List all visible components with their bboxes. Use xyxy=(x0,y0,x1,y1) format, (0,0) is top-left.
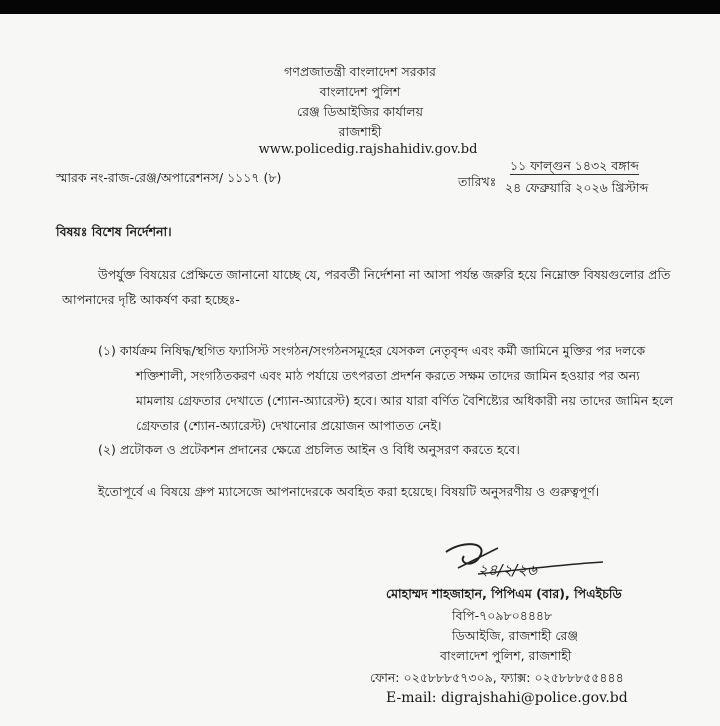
date-bangla: ১১ ফাল্গুন ১৪৩২ বঙ্গাব্দ xyxy=(510,158,639,173)
govt-title: গণপ্রজাতন্ত্রী বাংলাদেশ সরকার xyxy=(284,64,436,79)
signatory-name: মোহাম্মদ শাহজাহান, পিপিএম (বার), পিএইচডি xyxy=(386,586,622,601)
intro-line: উপর্যুক্ত বিষয়ের প্রেক্ষিতে জানানো যাচ্ছে যে, পরবর্তী নির্দেশনা না আসা পর্যন্ত জরুরি হয়ে নিম্নোক্ত বিষয়গুলোর প্রতি xyxy=(98,267,671,282)
signatory-designation: ডিআইজি, রাজশাহী রেঞ্জ xyxy=(452,628,579,643)
date-label: তারিখঃ xyxy=(458,174,497,189)
memo-reference: স্মারক নং-রাজ-রেঞ্জ/অপারেশনস/ ১১১৭ (৮) xyxy=(56,170,282,185)
closing-note: ইতোপূর্বে এ বিষয়ে গ্রুপ ম্যাসেজে আপনাদেরকে অবহিত করা হয়েছে। বিষয়টি অনুসরণীয় ও গুরুত্বপূর্ণ। xyxy=(98,484,600,499)
point-1-line: শক্তিশালী, সংগঠিতকরণ এবং মাঠ পর্যায়ে তৎপরতা প্রদর্শন করতে সক্ষম তাদের জামিন হওয়ার পর অন্য xyxy=(136,368,640,383)
contact-email: E-mail: digrajshahi@police.gov.bd xyxy=(386,690,628,706)
point-2: (২) প্রটোকল ও প্রটেকশন প্রদানের ক্ষেত্রে প্রচলিত আইন ও বিধি অনুসরণ করতে হবে। xyxy=(98,442,520,457)
letter-page xyxy=(0,14,720,726)
screenshot-top-bar xyxy=(0,0,720,14)
point-1 xyxy=(98,338,673,438)
contact-phone: ফোন: ০২৫৮৮৮৫৭৩০৯, ফ্যাক্স: ০২৫৮৮৮৫৫৪৪৪ xyxy=(370,670,624,685)
city-title: রাজশাহী xyxy=(338,124,382,139)
date-gregorian: ২৪ ফেব্রুয়ারি ২০২৬ খ্রিস্টাব্দ xyxy=(505,180,649,195)
point-1-line: গ্রেফতার (শ্যোন-অ্যারেস্ট) দেখানোর প্রয়োজন আপাতত নেই। xyxy=(136,418,442,433)
police-title: বাংলাদেশ পুলিশ xyxy=(319,84,401,99)
point-1-line: (১) কার্যক্রম নিষিদ্ধ/স্থগিত ফ্যাসিস্ট সংগঠন/সংগঠনসমূহের যেসকল নেতৃবৃন্দ এবং কর্মী জামিনে মুক্তির পর দলকে xyxy=(98,343,646,358)
handwritten-date: ২৪/২/২৬ xyxy=(478,561,537,579)
office-title: রেঞ্জ ডিআইজির কার্যালয় xyxy=(297,104,423,119)
signatory-bp: বিপি-৭০৯৮০৪৪৪৮ xyxy=(452,608,553,623)
office-website: www.policedig.rajshahidiv.gov.bd xyxy=(258,142,478,157)
intro-line: আপনাদের দৃষ্টি আকর্ষণ করা হচ্ছেঃ- xyxy=(62,292,240,307)
intro-paragraph xyxy=(62,262,670,312)
point-1-line: মামলায় গ্রেফতার দেখাতে (শ্যোন-অ্যারেস্ট) হবে। আর যারা বর্ণিত বৈশিষ্ট্যের অধিকারী নয় তাদের জামিন হলে xyxy=(136,393,674,408)
signatory-org: বাংলাদেশ পুলিশ, রাজশাহী xyxy=(440,648,572,663)
subject-line: বিষয়ঃ বিশেষ নির্দেশনা। xyxy=(56,224,172,239)
